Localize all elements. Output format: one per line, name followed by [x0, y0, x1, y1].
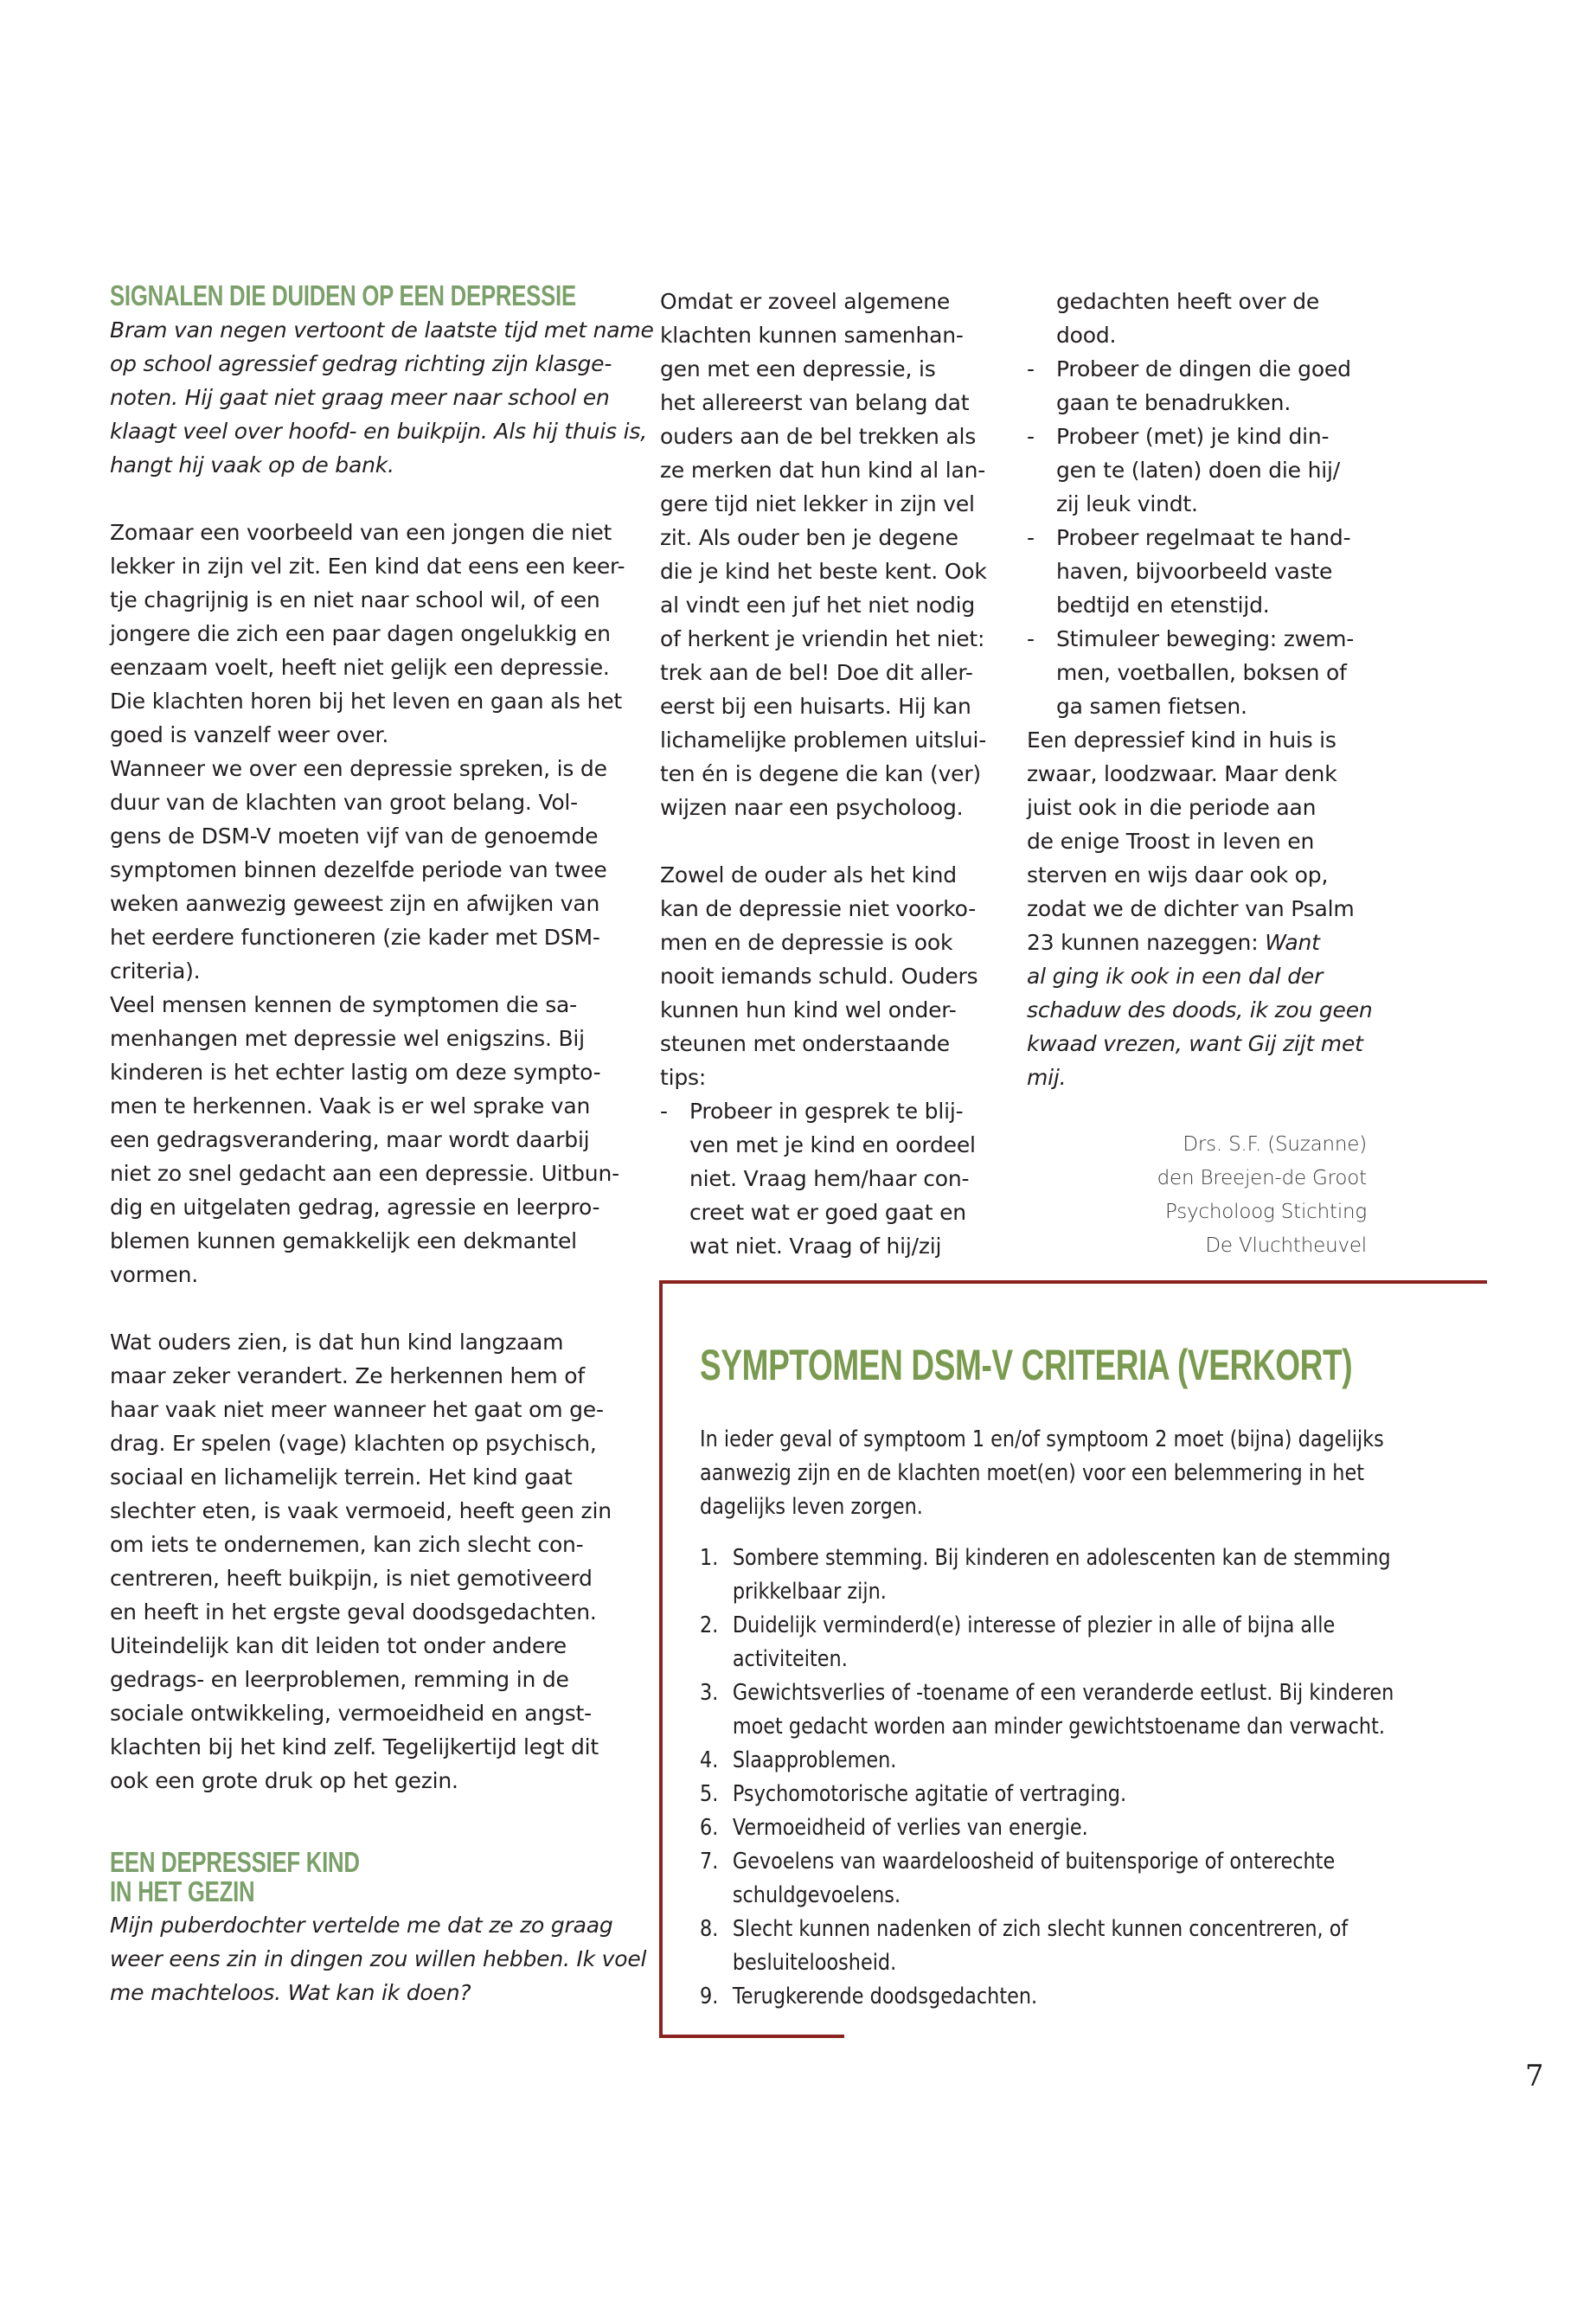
text-line: gedrags- en leerproblemen, remming in de	[110, 1667, 569, 1692]
item-number: 1.	[700, 1545, 719, 1571]
text-line: Mijn puberdochter vertelde me dat ze zo graag	[110, 1913, 613, 1938]
middle-column	[660, 285, 1006, 1263]
text-line: wat niet. Vraag of hij/zij	[689, 1234, 942, 1259]
item-text: Psychomotorische agitatie of vertraging.	[732, 1781, 1127, 1807]
text-line: drag. Er spelen (vage) klachten op psychisch,	[110, 1431, 597, 1456]
dsm-intro	[700, 1423, 1495, 1524]
text-line: de enige Troost in leven en	[1027, 829, 1315, 854]
item-text: Duidelijk verminderd(e) interesse of plezier in alle of bijna alle	[732, 1612, 1336, 1638]
signature-line: den Breejen-de Groot	[1157, 1167, 1367, 1189]
text-line: gaan te benadrukken.	[1056, 390, 1292, 415]
dsm-symptom-list	[700, 1541, 1507, 2014]
box-border-top	[659, 1280, 1487, 1284]
tip-bullet-beweging	[1027, 622, 1373, 723]
signature-line: Psycholoog Stichting	[1164, 1201, 1367, 1223]
heading-depressief-kind	[110, 1848, 522, 1907]
item-text: Sombere stemming. Bij kinderen en adolescenten kan de stemming	[732, 1545, 1391, 1571]
text-line: In ieder geval of symptoom 1 en/of symptoom 2 moet (bijna) dagelijks	[700, 1426, 1384, 1452]
text-line: vormen.	[110, 1262, 199, 1287]
text-line: die je kind het beste kent. Ook	[660, 559, 987, 584]
text-line: lekker in zijn vel zit. Een kind dat eens een keer-	[110, 554, 625, 579]
item-text: activiteiten.	[732, 1646, 848, 1672]
item-text: schuldgevoelens.	[732, 1882, 901, 1908]
text-line: Zomaar een voorbeeld van een jongen die niet	[110, 520, 612, 545]
text-line: Probeer in gesprek te blij-	[689, 1099, 964, 1124]
intro2-italic	[110, 1908, 647, 2009]
text-line: Probeer regelmaat te hand-	[1056, 525, 1351, 550]
paragraph-2	[110, 1325, 638, 1798]
text-line: me machteloos. Wat kan ik doen?	[110, 1980, 471, 2005]
text-line: kinderen is het echter lastig om deze sympto-	[110, 1060, 601, 1085]
text-line: zodat we de dichter van Psalm	[1027, 896, 1355, 921]
item-number: 2.	[700, 1612, 719, 1638]
dash-bullet-icon: -	[1027, 424, 1035, 449]
text-line: weken aanwezig geweest zijn en afwijken van	[110, 891, 600, 916]
dash-bullet-icon: -	[1027, 525, 1035, 550]
left-column-section-2	[110, 1846, 647, 2009]
text-line: maar zeker verandert. Ze herkennen hem of	[110, 1363, 585, 1388]
list-item	[700, 1980, 1507, 2014]
psalm-quote-line: mij.	[1027, 1065, 1067, 1090]
text-line: haven, bijvoorbeeld vaste	[1056, 559, 1333, 584]
list-item	[700, 1609, 1507, 1676]
text-line: gen met een depressie, is	[660, 356, 936, 381]
text-line: Probeer (met) je kind din-	[1056, 424, 1330, 449]
item-text: Gewichtsverlies of -toename of een veranderde eetlust. Bij kinderen	[732, 1680, 1394, 1706]
item-text: Terugkerende doodsgedachten.	[732, 1984, 1038, 2009]
text-line: en heeft in het ergste geval doodsgedachten.	[110, 1599, 597, 1625]
text-line: Omdat er zoveel algemene	[660, 289, 951, 314]
item-number: 5.	[700, 1781, 719, 1807]
text-line: eerst bij een huisarts. Hij kan	[660, 694, 971, 719]
item-number: 7.	[700, 1849, 719, 1875]
left-column	[110, 279, 654, 1798]
text-line: Die klachten horen bij het leven en gaan als het	[110, 689, 622, 714]
item-text: Slaapproblemen.	[732, 1747, 897, 1773]
text-line: weer eens zin in dingen zou willen hebben. Ik voel	[110, 1946, 647, 1971]
paragraph-1	[110, 516, 638, 1292]
text-line: dig en uitgelaten gedrag, agressie en leerpro-	[110, 1195, 600, 1220]
dash-bullet-icon: -	[1027, 356, 1035, 381]
text-line: blemen kunnen gemakkelijk een dekmantel	[110, 1228, 577, 1253]
list-item	[700, 1913, 1507, 1980]
list-item	[700, 1811, 1507, 1845]
text-line: op school agressief gedrag richting zijn klasge-	[110, 351, 612, 376]
heading-line: EEN DEPRESSIEF KIND	[110, 1846, 360, 1878]
text-line: ten én is degene die kan (ver)	[660, 761, 981, 786]
item-number: 8.	[700, 1916, 719, 1942]
tip-bullet-gesprek	[660, 1094, 1006, 1263]
list-item	[700, 1541, 1507, 1609]
text-line: of herkent je vriendin het niet:	[660, 626, 985, 651]
text-line: criteria).	[110, 958, 201, 984]
item-text: Gevoelens van waardeloosheid of buitensporige of onterechte	[732, 1849, 1336, 1875]
text-line: al vindt een juf het niet nodig	[660, 593, 976, 618]
heading-signalen: SIGNALEN DIE DUIDEN OP EEN DEPRESSIE	[110, 279, 576, 311]
paragraph-huisarts	[660, 285, 1006, 824]
text-line: gen te (laten) doen die hij/	[1056, 458, 1340, 483]
text-line: Wanneer we over een depressie spreken, is de	[110, 756, 607, 781]
psalm-quote-line: schaduw des doods, ik zou geen	[1027, 997, 1373, 1022]
signature-line: De Vluchtheuvel	[1205, 1234, 1367, 1257]
psalm-quote-start: Want	[1265, 930, 1320, 955]
item-text: moet gedacht worden aan minder gewichtstoename dan verwacht.	[732, 1714, 1385, 1740]
text-line: het allereerst van belang dat	[660, 390, 970, 415]
text-line: kunnen hun kind wel onder-	[660, 997, 957, 1022]
dash-bullet-icon: -	[1027, 626, 1035, 651]
tip-bullet-regelmaat	[1027, 521, 1373, 622]
text-line: men, voetballen, boksen of	[1056, 660, 1347, 685]
item-text: Slecht kunnen nadenken of zich slecht kunnen concentreren, of	[732, 1916, 1349, 1942]
list-item	[700, 1778, 1507, 1811]
text-line: gedachten heeft over de	[1056, 289, 1320, 314]
text-line: Zowel de ouder als het kind	[660, 862, 957, 888]
box-border-left	[659, 1280, 663, 2038]
text-line: sociale ontwikkeling, vermoeidheid en angst-	[110, 1701, 592, 1726]
item-number: 6.	[700, 1815, 719, 1841]
item-text: Vermoeidheid of verlies van energie.	[732, 1815, 1088, 1841]
item-number: 4.	[700, 1747, 719, 1773]
list-item	[700, 1744, 1507, 1778]
text-line: kan de depressie niet voorko-	[660, 896, 977, 921]
text-line: Probeer de dingen die goed	[1056, 356, 1351, 381]
text-line: sterven en wijs daar ook op,	[1027, 862, 1329, 888]
list-item	[700, 1676, 1507, 1744]
text-line: Veel mensen kennen de symptomen die sa-	[110, 992, 577, 1017]
text-line: zit. Als ouder ben je degene	[660, 525, 958, 550]
text-line: men en de depressie is ook	[660, 930, 953, 955]
text-line: symptomen binnen dezelfde periode van twee	[110, 857, 607, 882]
tip-bullet-leuk	[1027, 420, 1373, 521]
dash-bullet-icon: -	[660, 1099, 668, 1124]
text-line: trek aan de bel! Doe dit aller-	[660, 660, 973, 685]
text-line: menhangen met depressie wel enigszins. Bij	[110, 1026, 585, 1051]
text-line: Bram van negen vertoont de laatste tijd met name	[110, 317, 654, 343]
text-line: goed is vanzelf weer over.	[110, 722, 389, 747]
page-number: 7	[1525, 2059, 1544, 2093]
text-normal: 23 kunnen nazeggen:	[1027, 930, 1266, 955]
text-line: dagelijks leven zorgen.	[700, 1494, 923, 1520]
text-line: niet. Vraag hem/haar con-	[689, 1166, 970, 1191]
text-line: noten. Hij gaat niet graag meer naar school en	[110, 385, 610, 410]
text-line: men te herkennen. Vaak is er wel sprake van	[110, 1093, 591, 1118]
text-line: hangt hij vaak op de bank.	[110, 452, 394, 478]
text-line: lichamelijke problemen uitslui-	[660, 727, 987, 753]
text-line: sociaal en lichamelijk terrein. Het kind gaat	[110, 1465, 573, 1490]
text-line: steunen met onderstaande	[660, 1031, 950, 1056]
text-line: tje chagrijnig is en niet naar school wil, of een	[110, 587, 600, 612]
text-line: creet wat er goed gaat en	[689, 1200, 966, 1225]
psalm-quote-line: kwaad vrezen, want Gij zijt met	[1027, 1031, 1363, 1056]
text-line: juist ook in die periode aan	[1027, 795, 1317, 820]
text-line: het eerdere functioneren (zie kader met DSM-	[110, 925, 600, 950]
text-line: duur van de klachten van groot belang. Vol-	[110, 790, 578, 815]
text-line: bedtijd en etenstijd.	[1056, 593, 1270, 618]
text-line: eenzaam voelt, heeft niet gelijk een depressie.	[110, 655, 610, 680]
signature-line: Drs. S.F. (Suzanne)	[1183, 1133, 1367, 1156]
text-line: nooit iemands schuld. Ouders	[660, 964, 978, 989]
psalm-quote-line: al ging ik ook in een dal der	[1027, 964, 1324, 989]
text-line: Stimuleer beweging: zwem-	[1056, 626, 1355, 651]
author-signature	[1027, 1128, 1367, 1263]
item-number: 9.	[700, 1984, 719, 2009]
text-line: klachten kunnen samenhan-	[660, 323, 964, 348]
text-line: centreren, heeft buikpijn, is niet gemotiveerd	[110, 1566, 593, 1591]
text-line: tips:	[660, 1065, 707, 1090]
text-line: ook een grote druk op het gezin.	[110, 1768, 458, 1793]
text-line: gens de DSM-V moeten vijf van de genoemde	[110, 824, 599, 849]
text-line: jongere die zich een paar dagen ongelukkig en	[110, 621, 611, 646]
text-line: gere tijd niet lekker in zijn vel	[660, 491, 975, 516]
intro-italic	[110, 313, 654, 482]
text-line: zwaar, loodzwaar. Maar denk	[1027, 761, 1337, 786]
text-line: Wat ouders zien, is dat hun kind langzaam	[110, 1330, 564, 1355]
text-line: ven met je kind en oordeel	[689, 1132, 976, 1157]
item-text: besluiteloosheid.	[732, 1950, 897, 1976]
text-line: Een depressief kind in huis is	[1027, 727, 1336, 753]
text-line: klaagt veel over hoofd- en buikpijn. Als hij thuis is,	[110, 419, 647, 444]
paragraph-tips	[660, 858, 1006, 1094]
text-line: ze merken dat hun kind al lan-	[660, 458, 986, 483]
dsm-criteria-box	[659, 1280, 1487, 2038]
text-line	[1027, 926, 1373, 959]
text-line: een gedragsverandering, maar wordt daarbij	[110, 1127, 590, 1152]
right-column	[1027, 285, 1373, 1263]
tip-bullet-continued	[1027, 285, 1373, 352]
tip-bullet-benadrukken	[1027, 352, 1373, 420]
text-line: Uiteindelijk kan dit leiden tot onder andere	[110, 1633, 567, 1658]
text-line: dood.	[1056, 323, 1117, 348]
box-border-bottom	[659, 2035, 844, 2038]
closing-paragraph	[1027, 723, 1373, 1094]
text-line: aanwezig zijn en de klachten moet(en) voor een belemmering in het	[700, 1460, 1364, 1486]
text-line: om iets te ondernemen, kan zich slecht con-	[110, 1532, 584, 1557]
item-number: 3.	[700, 1680, 719, 1706]
text-line: niet zo snel gedacht aan een depressie. Uitbun-	[110, 1161, 619, 1186]
text-line: ouders aan de bel trekken als	[660, 424, 977, 449]
text-line: wijzen naar een psycholoog.	[660, 795, 964, 820]
text-line: klachten bij het kind zelf. Tegelijkertijd legt dit	[110, 1734, 599, 1759]
text-line: ga samen fietsen.	[1056, 694, 1247, 719]
text-line: slechter eten, is vaak vermoeid, heeft geen zin	[110, 1498, 612, 1523]
heading-line: IN HET GEZIN	[110, 1875, 255, 1907]
text-line: haar vaak niet meer wanneer het gaat om ge-	[110, 1397, 604, 1422]
dsm-box-title: SYMPTOMEN DSM-V CRITERIA (VERKORT)	[700, 1341, 1353, 1389]
item-text: prikkelbaar zijn.	[732, 1579, 887, 1605]
list-item	[700, 1845, 1507, 1913]
text-line: zij leuk vindt.	[1056, 491, 1198, 516]
